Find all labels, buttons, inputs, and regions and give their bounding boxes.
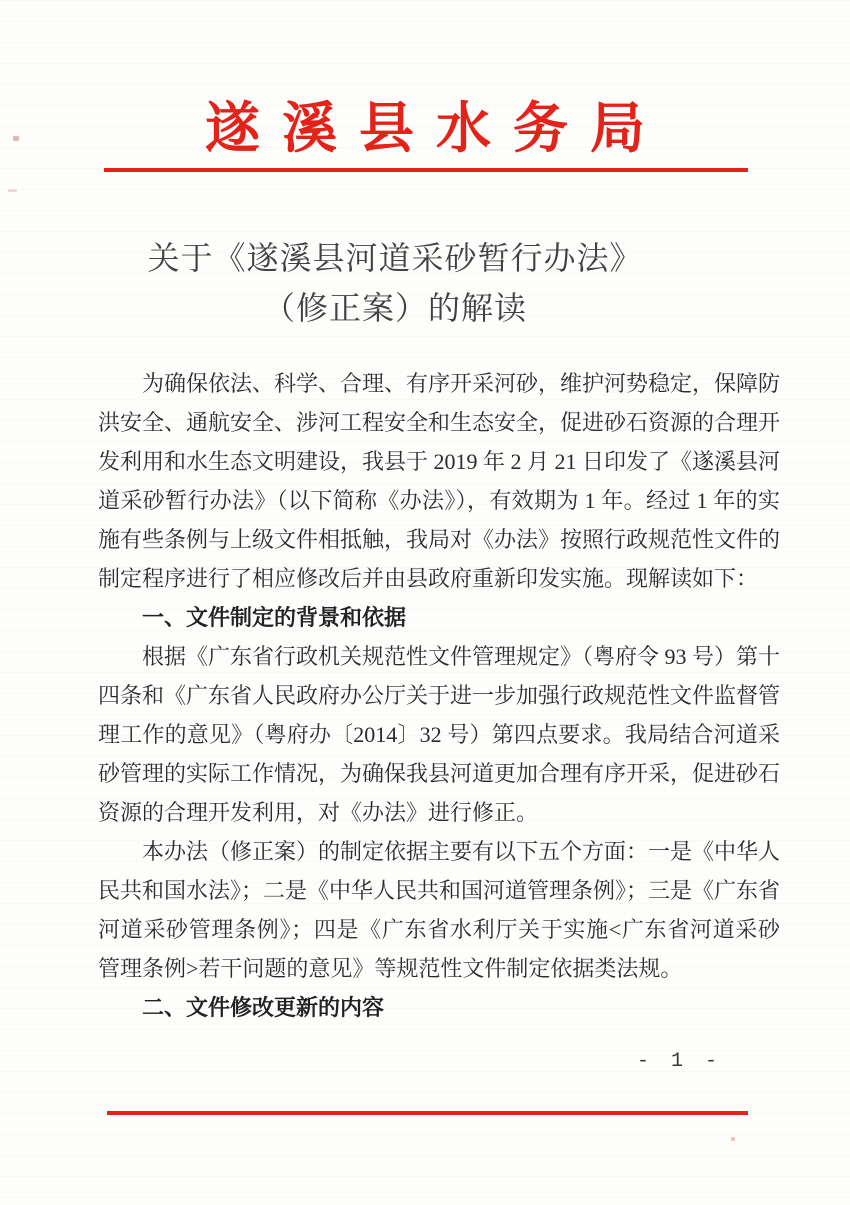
paragraph-regulatory-basis: 根据《广东省行政机关规范性文件管理规定》（粤府令 93 号）第十四条和《广东省人民政府办公厅关于进一步加强行政规范性文件监督管理工作的意见》（粤府办〔2014〕32 号）第四点要求。我局结合河道采砂管理的实际工作情况，为确保我县河道更加合理有序开采，促进砂石资源的合理开发利用，对《办法》进行修正。 <box>98 644 781 825</box>
page-number: - 1 - <box>636 1050 722 1073</box>
footer-red-divider <box>107 1111 748 1115</box>
section-heading-revision-content: 二、文件修改更新的内容 <box>142 995 385 1020</box>
letterhead-agency-name: 遂溪县水务局 <box>204 98 667 159</box>
document-body <box>98 364 780 1027</box>
document-title-line2: （修正案）的解读 <box>262 290 527 326</box>
letterhead-red-divider <box>104 168 748 172</box>
document-title-line1: 关于《遂溪县河道采砂暂行办法》 <box>147 240 643 276</box>
scan-artifact-speck <box>13 136 19 141</box>
paragraph-intro: 为确保依法、科学、合理、有序开采河砂，维护河势稳定，保障防洪安全、通航安全、涉河工程安全和生态安全，促进砂石资源的合理开发利用和水生态文明建设，我县于 2019 年 2 月 21 日印发了《遂溪县河道采砂暂行办法》（以下简称《办法》），有效期为 1 年。经过 1 年的实施有些条例与上级文件相抵触，我局对《办法》按照行政规范性文件的制定程序进行了相应修改后并由县政府重新印发实施。现解读如下： <box>98 371 781 591</box>
section-heading-background-basis: 一、文件制定的背景和依据 <box>142 605 407 630</box>
scan-artifact-speck <box>8 189 17 192</box>
document-title <box>0 233 820 333</box>
scan-artifact-speck <box>731 1137 735 1141</box>
paragraph-legal-basis: 本办法（修正案）的制定依据主要有以下五个方面：一是《中华人民共和国水法》；二是《中华人民共和国河道管理条例》；三是《广东省河道采砂管理条例》；四是《广东省水利厅关于实施<广东省河道采砂管理条例>若干问题的意见》等规范性文件制定依据类法规。 <box>98 839 781 981</box>
